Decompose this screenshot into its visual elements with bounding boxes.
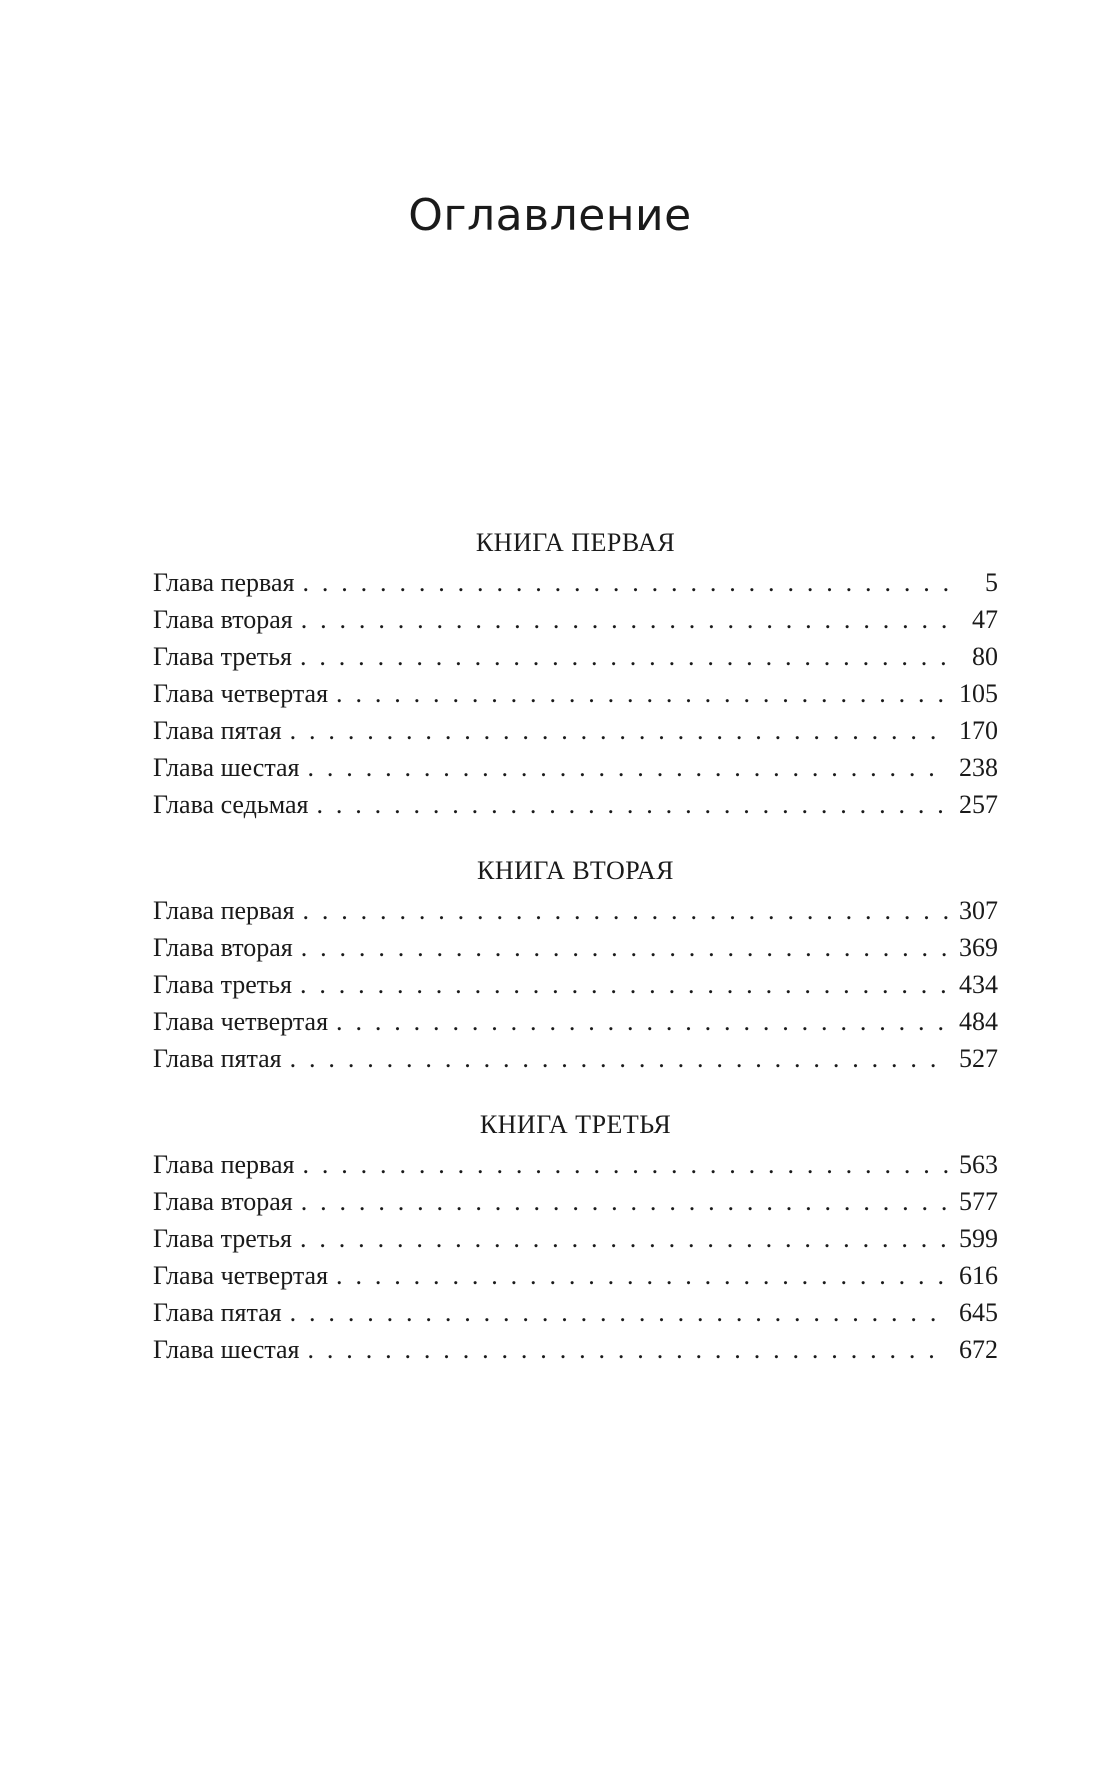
book-heading: КНИГА ВТОРАЯ <box>477 856 674 885</box>
toc-entry[interactable] <box>153 1146 998 1183</box>
page-number: 599 <box>959 1224 998 1253</box>
chapter-title: Глава третья <box>153 1224 292 1253</box>
dot-leader <box>301 601 948 638</box>
toc-entry[interactable] <box>153 929 998 966</box>
page-title: Оглавление <box>408 190 692 241</box>
dot-leader <box>300 966 948 1003</box>
dot-leader <box>300 1220 948 1257</box>
toc-entry[interactable] <box>153 749 998 786</box>
page-number: 434 <box>959 970 998 999</box>
book-heading: КНИГА ТРЕТЬЯ <box>479 1110 672 1139</box>
page-number: 170 <box>959 716 998 745</box>
book-heading: КНИГА ПЕРВАЯ <box>475 528 676 557</box>
dot-leader <box>302 1146 948 1183</box>
toc-entry[interactable] <box>153 1294 998 1331</box>
page-number: 5 <box>985 568 998 597</box>
chapter-title: Глава вторая <box>153 1187 293 1216</box>
toc-entry[interactable] <box>153 1003 998 1040</box>
chapter-title: Глава третья <box>153 970 292 999</box>
chapter-title: Глава четвертая <box>153 1007 329 1036</box>
chapter-title: Глава пятая <box>153 716 282 745</box>
dot-leader <box>336 675 948 712</box>
page-number: 616 <box>959 1261 998 1290</box>
page-number: 105 <box>959 679 998 708</box>
table-of-contents <box>153 522 998 1368</box>
dot-leader <box>336 1257 948 1294</box>
page-number: 527 <box>959 1044 998 1073</box>
chapter-title: Глава первая <box>153 1150 295 1179</box>
dot-leader <box>336 1003 948 1040</box>
chapter-title: Глава первая <box>153 896 295 925</box>
book-section <box>153 850 998 1077</box>
book-section <box>153 522 998 823</box>
dot-leader <box>290 712 948 749</box>
dot-leader <box>316 786 948 823</box>
dot-leader <box>301 1183 948 1220</box>
chapter-title: Глава пятая <box>153 1298 282 1327</box>
toc-entry[interactable] <box>153 1040 998 1077</box>
page-number: 645 <box>959 1298 998 1327</box>
toc-entry[interactable] <box>153 966 998 1003</box>
chapter-title: Глава шестая <box>153 753 300 782</box>
chapter-title: Глава седьмая <box>153 790 309 819</box>
toc-entry[interactable] <box>153 1183 998 1220</box>
dot-leader <box>300 638 948 675</box>
chapter-title: Глава четвертая <box>153 1261 329 1290</box>
toc-entry[interactable] <box>153 601 998 638</box>
dot-leader <box>301 929 948 966</box>
chapter-title: Глава шестая <box>153 1335 300 1364</box>
chapter-title: Глава вторая <box>153 933 293 962</box>
toc-entry[interactable] <box>153 1220 998 1257</box>
chapter-title: Глава вторая <box>153 605 293 634</box>
page-number: 307 <box>959 896 998 925</box>
dot-leader <box>302 564 948 601</box>
chapter-title: Глава пятая <box>153 1044 282 1073</box>
toc-entry[interactable] <box>153 786 998 823</box>
page-number: 257 <box>959 790 998 819</box>
page-number: 672 <box>959 1335 998 1364</box>
page-number: 47 <box>972 605 998 634</box>
page-number: 369 <box>959 933 998 962</box>
page-number: 563 <box>959 1150 998 1179</box>
dot-leader <box>302 892 948 929</box>
dot-leader <box>308 749 949 786</box>
dot-leader <box>308 1331 949 1368</box>
toc-entry[interactable] <box>153 1257 998 1294</box>
page-number: 484 <box>959 1007 998 1036</box>
dot-leader <box>290 1040 948 1077</box>
chapter-title: Глава третья <box>153 642 292 671</box>
toc-entry[interactable] <box>153 1331 998 1368</box>
toc-entry[interactable] <box>153 564 998 601</box>
page-number: 577 <box>959 1187 998 1216</box>
toc-entry[interactable] <box>153 638 998 675</box>
dot-leader <box>290 1294 948 1331</box>
book-section <box>153 1104 998 1368</box>
page-number: 80 <box>972 642 998 671</box>
toc-entry[interactable] <box>153 892 998 929</box>
page-number: 238 <box>959 753 998 782</box>
toc-entry[interactable] <box>153 675 998 712</box>
chapter-title: Глава первая <box>153 568 295 597</box>
chapter-title: Глава четвертая <box>153 679 329 708</box>
toc-entry[interactable] <box>153 712 998 749</box>
